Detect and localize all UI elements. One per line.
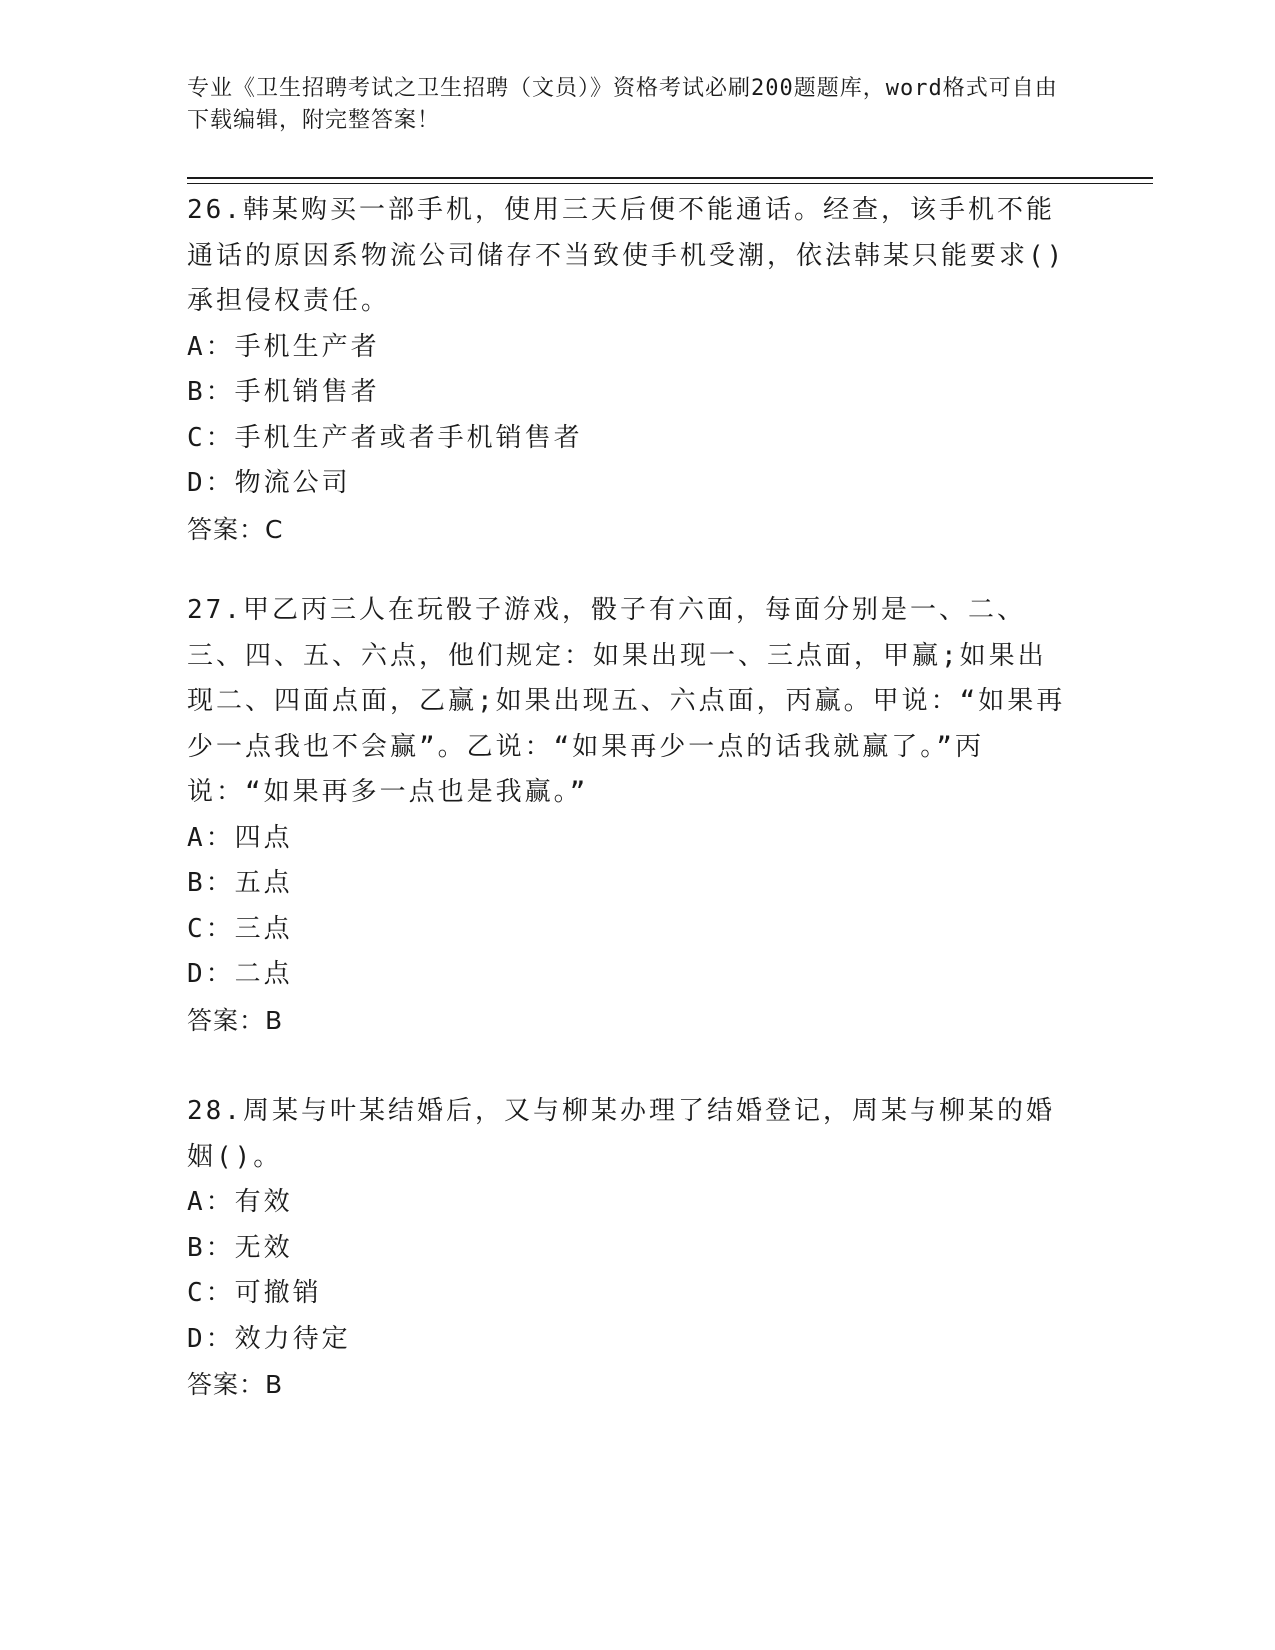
option-c: C：三点 <box>187 913 293 944</box>
option-b: B：无效 <box>187 1232 293 1263</box>
question-stem: 26.韩某购买一部手机，使用三天后便不能通话。经查，该手机不能通话的原因系物流公司储存不当致使手机受潮，依法韩某只能要求()承担侵权责任。 <box>187 195 1066 316</box>
question-27 <box>187 588 1067 1043</box>
option-d: D：效力待定 <box>187 1323 351 1354</box>
answer-line: 答案：B <box>187 1005 284 1035</box>
answer-line: 答案：B <box>187 1370 284 1399</box>
option-d: D：二点 <box>187 959 293 989</box>
option-a: A：手机生产者 <box>187 331 380 362</box>
question-28 <box>187 1089 1067 1408</box>
option-b: B：五点 <box>187 868 293 898</box>
option-c: C：手机生产者或者手机销售者 <box>187 422 583 453</box>
option-b: B：手机销售者 <box>187 377 380 407</box>
document-header: 专业《卫生招聘考试之卫生招聘（文员）》资格考试必刷200题题库，word格式可自由下载编辑，附完整答案！ <box>187 76 1058 133</box>
header-divider-thin <box>187 183 1153 184</box>
option-d: D：物流公司 <box>187 468 351 498</box>
answer-line: 答案：C <box>187 514 284 544</box>
question-26 <box>187 188 1067 552</box>
question-stem: 28.周某与叶某结婚后，又与柳某办理了结婚登记，周某与柳某的婚姻()。 <box>187 1096 1055 1172</box>
option-c: C：可撤销 <box>187 1278 322 1308</box>
header-divider-thick <box>187 177 1153 179</box>
option-a: A：有效 <box>187 1187 293 1217</box>
question-stem: 27.甲乙丙三人在玩骰子游戏，骰子有六面，每面分别是一、二、三、四、五、六点，他们规定：如果出现一、三点面，甲赢;如果出现二、四面点面，乙赢;如果出现五、六点面，丙赢。甲说：“如果再少一点我也不会赢”。乙说：“如果再少一点的话我就赢了。”丙说：“如果再多一点也是我赢。” <box>187 595 1066 807</box>
option-a: A：四点 <box>187 822 293 853</box>
